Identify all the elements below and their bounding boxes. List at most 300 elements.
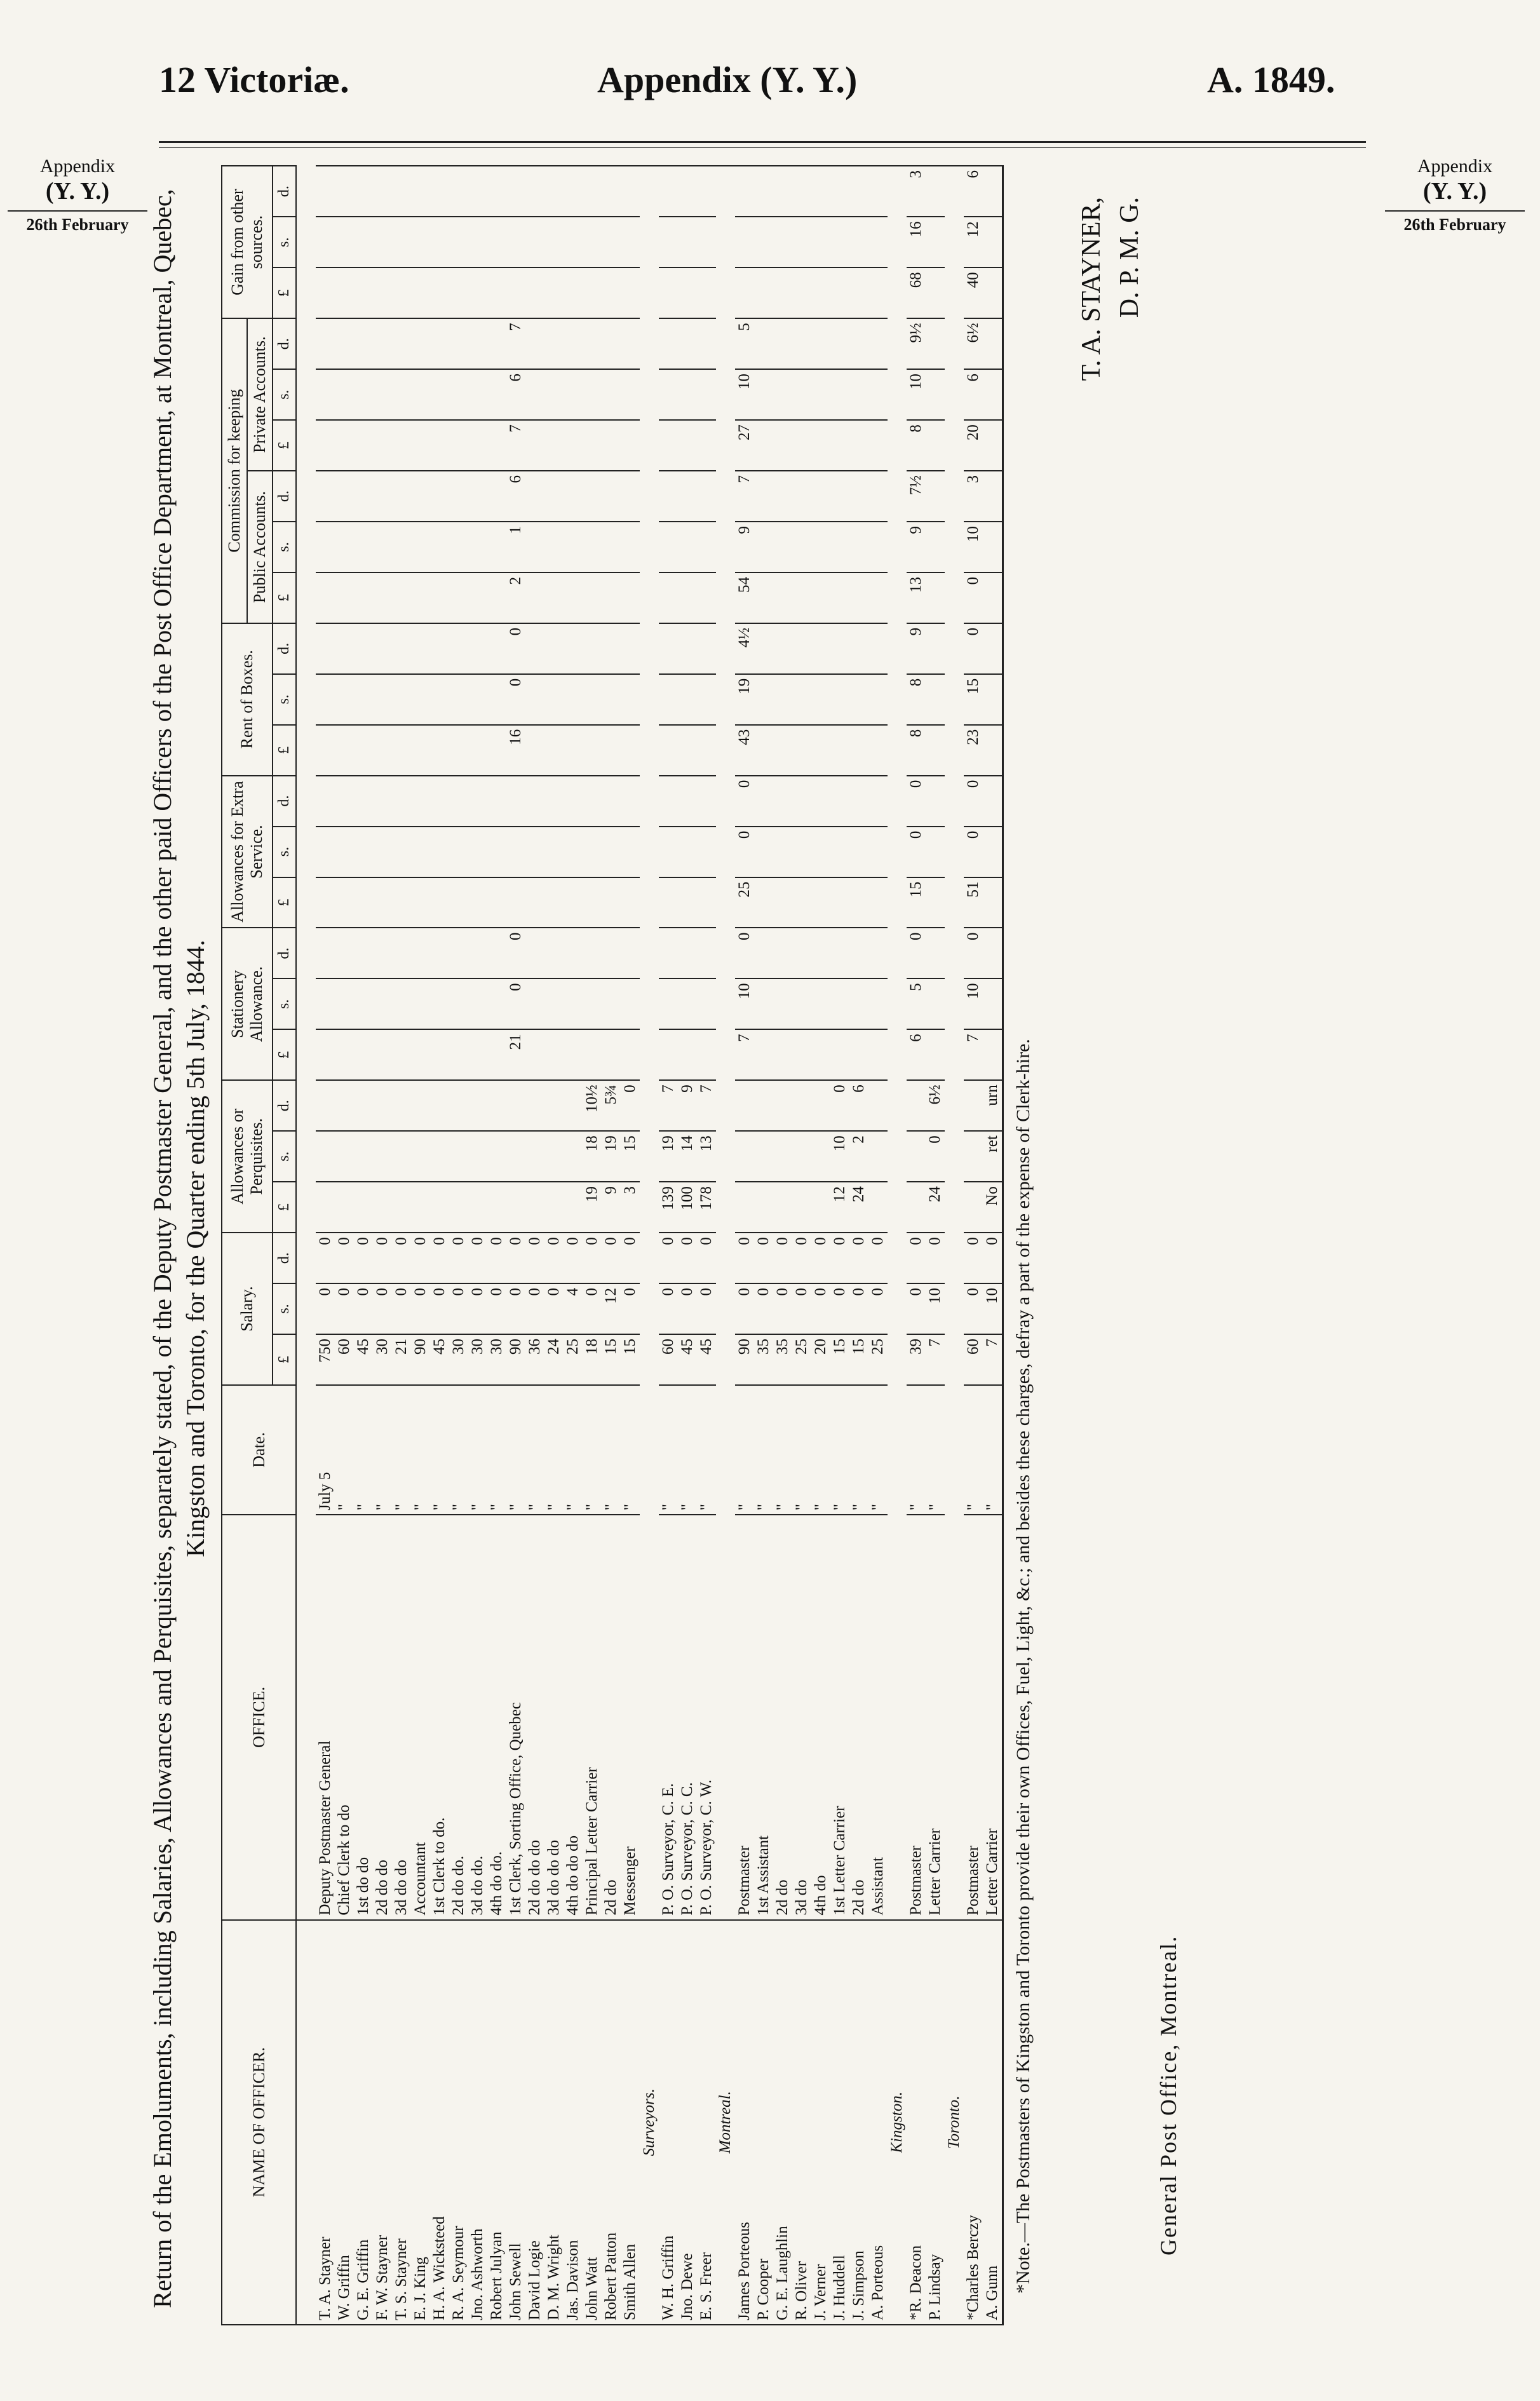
- pub-cell: [354, 572, 373, 623]
- gain-cell: [392, 217, 411, 267]
- rotated-return: [146, 146, 1391, 2351]
- box-cell: [373, 623, 392, 674]
- alw-cell: 18: [583, 1131, 602, 1182]
- sta-cell: [926, 928, 945, 978]
- ext-cell: [754, 776, 773, 827]
- ext-cell: [316, 877, 335, 928]
- box-cell: 19: [735, 674, 754, 725]
- sta-cell: [792, 928, 811, 978]
- sta-cell: [830, 1029, 849, 1080]
- table-row: [621, 166, 640, 2325]
- pri-cell: [849, 369, 868, 420]
- office-title: 2d do: [773, 1515, 792, 1919]
- alw-cell: 19: [602, 1131, 621, 1182]
- pub-cell: [849, 471, 868, 522]
- ext-cell: [621, 827, 640, 877]
- pri-cell: [354, 420, 373, 471]
- office-title: Letter Carrier: [926, 1515, 945, 1919]
- box-cell: [411, 725, 430, 776]
- ext-cell: [811, 776, 830, 827]
- sal-cell: 30: [449, 1334, 468, 1385]
- gain-cell: [849, 166, 868, 217]
- box-cell: [983, 725, 1003, 776]
- gain-cell: [926, 267, 945, 318]
- office-title: Postmaster: [735, 1515, 754, 1919]
- box-cell: [564, 674, 583, 725]
- office-title: 1st do do: [354, 1515, 373, 1919]
- officer-name: J. Verner: [811, 1920, 830, 2325]
- office-title: 2d do do: [373, 1515, 392, 1919]
- sta-cell: [525, 1029, 544, 1080]
- ext-cell: [430, 877, 449, 928]
- pri-cell: [449, 369, 468, 420]
- pri-cell: [659, 318, 678, 369]
- sal-cell: 0: [583, 1283, 602, 1334]
- section-label: Kingston.: [888, 1920, 907, 2325]
- box-cell: [487, 623, 506, 674]
- alw-cell: 7: [697, 1080, 716, 1131]
- pri-cell: [583, 420, 602, 471]
- box-cell: [335, 674, 354, 725]
- box-cell: [544, 623, 564, 674]
- pub-cell: [468, 572, 487, 623]
- alw-cell: 7: [659, 1080, 678, 1131]
- sta-cell: [849, 928, 868, 978]
- header-center: Appendix (Y. Y.): [597, 59, 858, 100]
- alw-cell: [754, 1182, 773, 1233]
- ext-cell: [316, 827, 335, 877]
- sal-cell: 45: [678, 1334, 697, 1385]
- gain-cell: [621, 217, 640, 267]
- gain-cell: [811, 217, 830, 267]
- sal-cell: 0: [792, 1283, 811, 1334]
- pri-cell: [373, 420, 392, 471]
- box-cell: [678, 725, 697, 776]
- sta-cell: [983, 1029, 1003, 1080]
- pri-cell: [754, 369, 773, 420]
- signature-title: D. P. M. G.: [1115, 197, 1144, 318]
- ext-cell: [602, 827, 621, 877]
- alw-cell: [430, 1131, 449, 1182]
- box-cell: [487, 725, 506, 776]
- ext-cell: 0: [907, 827, 926, 877]
- officer-name: J. Huddell: [830, 1920, 849, 2325]
- ext-cell: 0: [735, 776, 754, 827]
- alw-cell: [868, 1080, 888, 1131]
- office-title: 1st Clerk to do.: [430, 1515, 449, 1919]
- officer-name: E. J. King: [411, 1920, 430, 2325]
- date-cell: ": [602, 1385, 621, 1515]
- pri-cell: 6: [506, 369, 525, 420]
- gain-cell: [525, 217, 544, 267]
- section-fill: [945, 166, 964, 1920]
- pri-cell: [697, 318, 716, 369]
- gain-cell: [316, 267, 335, 318]
- date-cell: ": [811, 1385, 830, 1515]
- ext-cell: [583, 827, 602, 877]
- alw-cell: [449, 1131, 468, 1182]
- gain-cell: [354, 217, 373, 267]
- pub-cell: [773, 572, 792, 623]
- pub-cell: [373, 572, 392, 623]
- officer-name: John Sewell: [506, 1920, 525, 2325]
- date-cell: ": [678, 1385, 697, 1515]
- date-cell: ": [468, 1385, 487, 1515]
- gain-cell: [697, 217, 716, 267]
- officer-name: W. H. Griffin: [659, 1920, 678, 2325]
- alw-cell: [735, 1182, 754, 1233]
- ext-cell: [411, 827, 430, 877]
- pri-cell: [430, 420, 449, 471]
- ext-cell: [830, 877, 849, 928]
- pub-cell: [773, 522, 792, 572]
- box-cell: [792, 674, 811, 725]
- box-cell: [983, 623, 1003, 674]
- unit-s: s.: [273, 1131, 296, 1182]
- alw-cell: [544, 1131, 564, 1182]
- sta-cell: [773, 1029, 792, 1080]
- pri-cell: [335, 369, 354, 420]
- box-cell: [754, 725, 773, 776]
- pri-cell: [983, 420, 1003, 471]
- box-cell: [411, 674, 430, 725]
- ext-cell: [335, 827, 354, 877]
- pri-cell: [392, 420, 411, 471]
- pub-cell: [621, 471, 640, 522]
- return-table: [221, 165, 1004, 2325]
- sta-cell: [678, 928, 697, 978]
- sal-cell: 0: [430, 1283, 449, 1334]
- pub-cell: 2: [506, 572, 525, 623]
- box-cell: 23: [964, 725, 983, 776]
- officer-name: Smith Allen: [621, 1920, 640, 2325]
- gain-cell: [868, 267, 888, 318]
- sal-cell: 0: [449, 1233, 468, 1283]
- table-row: [468, 166, 487, 2325]
- sta-cell: [583, 928, 602, 978]
- sta-cell: [602, 978, 621, 1029]
- gain-cell: [735, 166, 754, 217]
- office-title: Postmaster: [907, 1515, 926, 1919]
- alw-cell: 14: [678, 1131, 697, 1182]
- ext-cell: [773, 827, 792, 877]
- pub-cell: [487, 572, 506, 623]
- pub-cell: [468, 522, 487, 572]
- pub-cell: [678, 471, 697, 522]
- sal-cell: 7: [926, 1334, 945, 1385]
- pub-cell: [316, 522, 335, 572]
- box-cell: [525, 725, 544, 776]
- section-row: [945, 166, 964, 2325]
- col-date: Date.: [222, 1385, 296, 1515]
- unit-d: d.: [273, 1233, 296, 1283]
- sal-cell: 45: [354, 1334, 373, 1385]
- date-cell: ": [792, 1385, 811, 1515]
- sal-cell: 15: [830, 1334, 849, 1385]
- officer-name: D. M. Wright: [544, 1920, 564, 2325]
- date-cell: ": [430, 1385, 449, 1515]
- alw-cell: [964, 1182, 983, 1233]
- alw-cell: ret: [983, 1131, 1003, 1182]
- gain-cell: [430, 166, 449, 217]
- ext-cell: [430, 776, 449, 827]
- sta-cell: [354, 928, 373, 978]
- sal-cell: 0: [773, 1283, 792, 1334]
- alw-cell: [487, 1182, 506, 1233]
- ext-cell: [792, 776, 811, 827]
- sal-cell: 0: [621, 1283, 640, 1334]
- date-cell: ": [964, 1385, 983, 1515]
- gain-cell: [754, 166, 773, 217]
- sal-cell: 0: [735, 1233, 754, 1283]
- sal-cell: 15: [602, 1334, 621, 1385]
- pri-cell: [792, 318, 811, 369]
- unit-d: d.: [273, 471, 296, 522]
- sta-cell: [392, 928, 411, 978]
- sal-cell: 30: [468, 1334, 487, 1385]
- box-cell: [830, 725, 849, 776]
- box-cell: [392, 674, 411, 725]
- box-cell: 4½: [735, 623, 754, 674]
- ext-cell: [849, 877, 868, 928]
- pri-cell: [868, 318, 888, 369]
- gain-cell: [506, 217, 525, 267]
- sta-cell: [468, 978, 487, 1029]
- alw-cell: [354, 1131, 373, 1182]
- alw-cell: 3: [621, 1182, 640, 1233]
- office-title: Letter Carrier: [983, 1515, 1003, 1919]
- sta-cell: [373, 978, 392, 1029]
- box-cell: [926, 674, 945, 725]
- sal-cell: 0: [792, 1233, 811, 1283]
- box-cell: [868, 674, 888, 725]
- pri-cell: [811, 420, 830, 471]
- pub-cell: [926, 522, 945, 572]
- box-cell: [583, 725, 602, 776]
- sta-cell: [602, 1029, 621, 1080]
- sta-cell: [373, 928, 392, 978]
- ext-cell: [811, 827, 830, 877]
- alw-cell: [373, 1182, 392, 1233]
- gain-cell: [564, 166, 583, 217]
- pri-cell: 9½: [907, 318, 926, 369]
- ext-cell: [525, 827, 544, 877]
- ext-cell: [849, 827, 868, 877]
- sta-cell: [564, 1029, 583, 1080]
- sta-cell: [697, 1029, 716, 1080]
- col-name: NAME OF OFFICER.: [222, 1920, 296, 2325]
- ext-cell: [564, 827, 583, 877]
- gain-cell: [678, 166, 697, 217]
- margin-date: 26th February: [8, 210, 147, 234]
- gain-cell: [735, 267, 754, 318]
- pub-cell: [659, 522, 678, 572]
- pub-cell: [564, 471, 583, 522]
- ext-cell: [316, 776, 335, 827]
- ext-cell: 15: [907, 877, 926, 928]
- date-cell: ": [354, 1385, 373, 1515]
- pri-cell: [564, 318, 583, 369]
- box-cell: [354, 674, 373, 725]
- gain-cell: 40: [964, 267, 983, 318]
- gain-cell: [659, 217, 678, 267]
- pri-cell: [849, 420, 868, 471]
- gain-cell: [583, 217, 602, 267]
- pri-cell: [525, 420, 544, 471]
- table-row: [868, 166, 888, 2325]
- office-title: Messenger: [621, 1515, 640, 1919]
- table-row: [544, 166, 564, 2325]
- gain-cell: [525, 166, 544, 217]
- sta-cell: [468, 928, 487, 978]
- box-cell: [659, 674, 678, 725]
- pub-cell: [678, 522, 697, 572]
- pub-cell: [830, 522, 849, 572]
- date-cell: ": [525, 1385, 544, 1515]
- sta-cell: [544, 978, 564, 1029]
- gain-cell: [602, 217, 621, 267]
- sta-cell: [868, 978, 888, 1029]
- pri-cell: [830, 318, 849, 369]
- sta-cell: [316, 1029, 335, 1080]
- table-row: [564, 166, 583, 2325]
- pri-cell: [811, 369, 830, 420]
- ext-cell: [583, 877, 602, 928]
- pub-cell: [830, 572, 849, 623]
- sal-cell: 0: [697, 1283, 716, 1334]
- officer-name: A. Gunn: [983, 1920, 1003, 2325]
- box-cell: [830, 623, 849, 674]
- ext-cell: [487, 776, 506, 827]
- ext-cell: [678, 827, 697, 877]
- pub-cell: [583, 572, 602, 623]
- sal-cell: 90: [506, 1334, 525, 1385]
- ext-cell: [849, 776, 868, 827]
- pub-cell: [583, 522, 602, 572]
- table-row: [907, 166, 926, 2325]
- sta-cell: 0: [907, 928, 926, 978]
- sta-cell: [544, 1029, 564, 1080]
- gain-cell: [792, 217, 811, 267]
- alw-cell: 0: [621, 1080, 640, 1131]
- pri-cell: [926, 420, 945, 471]
- sal-cell: 0: [811, 1283, 830, 1334]
- pri-cell: [468, 318, 487, 369]
- gain-cell: [544, 217, 564, 267]
- pub-cell: [754, 572, 773, 623]
- alw-cell: [354, 1182, 373, 1233]
- sta-cell: [811, 928, 830, 978]
- sta-cell: [754, 928, 773, 978]
- ext-cell: [926, 827, 945, 877]
- sal-cell: 25: [868, 1334, 888, 1385]
- section-fill: [888, 166, 907, 1920]
- pri-cell: [411, 420, 430, 471]
- alw-cell: [468, 1131, 487, 1182]
- box-cell: [773, 674, 792, 725]
- gain-cell: 6: [964, 166, 983, 217]
- gain-cell: [544, 267, 564, 318]
- alw-cell: [411, 1080, 430, 1131]
- ext-cell: [373, 827, 392, 877]
- ext-cell: [487, 877, 506, 928]
- ext-cell: [373, 776, 392, 827]
- pub-cell: [525, 572, 544, 623]
- pub-cell: [621, 572, 640, 623]
- col-commission: Commission for keeping: [222, 318, 247, 623]
- pri-cell: [868, 369, 888, 420]
- box-cell: [830, 674, 849, 725]
- ext-cell: [773, 776, 792, 827]
- officer-name: R. A. Seymour: [449, 1920, 468, 2325]
- unit-s: s.: [273, 978, 296, 1029]
- sta-cell: [411, 978, 430, 1029]
- pub-cell: [659, 572, 678, 623]
- sal-cell: 0: [544, 1233, 564, 1283]
- gain-cell: [411, 267, 430, 318]
- sta-cell: [335, 978, 354, 1029]
- officer-name: R. Oliver: [792, 1920, 811, 2325]
- sal-cell: 0: [868, 1283, 888, 1334]
- ext-cell: [868, 776, 888, 827]
- footer: [1072, 197, 1182, 2256]
- box-cell: 0: [506, 623, 525, 674]
- header-right: A. 1849.: [1207, 59, 1335, 100]
- alw-cell: [564, 1131, 583, 1182]
- ext-cell: [678, 776, 697, 827]
- sta-cell: [487, 1029, 506, 1080]
- pri-cell: [335, 420, 354, 471]
- box-cell: 0: [506, 674, 525, 725]
- gain-cell: [773, 267, 792, 318]
- box-cell: [849, 623, 868, 674]
- box-cell: [754, 674, 773, 725]
- unit-l: £: [273, 267, 296, 318]
- sal-cell: 39: [907, 1334, 926, 1385]
- sta-cell: [697, 928, 716, 978]
- ext-cell: [602, 776, 621, 827]
- ext-cell: [564, 877, 583, 928]
- pub-cell: [602, 572, 621, 623]
- sal-cell: 0: [373, 1233, 392, 1283]
- table-row: [430, 166, 449, 2325]
- table-row: [735, 166, 754, 2325]
- box-cell: [621, 623, 640, 674]
- gain-cell: [449, 217, 468, 267]
- box-cell: 43: [735, 725, 754, 776]
- col-private: Private Accounts.: [247, 318, 273, 471]
- unit-d: d.: [273, 1080, 296, 1131]
- sal-cell: 90: [411, 1334, 430, 1385]
- gain-cell: [678, 217, 697, 267]
- sta-cell: [430, 928, 449, 978]
- box-cell: [335, 623, 354, 674]
- sta-cell: [449, 978, 468, 1029]
- alw-cell: [735, 1080, 754, 1131]
- alw-cell: [449, 1182, 468, 1233]
- col-salary: Salary.: [222, 1233, 273, 1385]
- sal-cell: 0: [354, 1233, 373, 1283]
- ext-cell: [525, 877, 544, 928]
- pub-cell: [868, 522, 888, 572]
- sta-cell: [468, 1029, 487, 1080]
- sta-cell: 7: [964, 1029, 983, 1080]
- pri-cell: [354, 369, 373, 420]
- pub-cell: [697, 522, 716, 572]
- sta-cell: [411, 928, 430, 978]
- pri-cell: [525, 318, 544, 369]
- signature-name: T. A. STAYNER,: [1077, 197, 1106, 381]
